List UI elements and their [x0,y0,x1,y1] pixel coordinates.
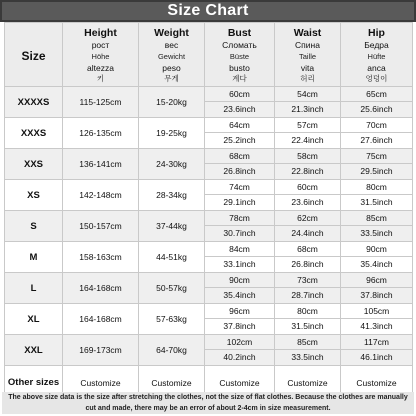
header-ru: Бедра [364,40,389,50]
bust-cell [205,242,275,273]
bust-cm: 90cm [205,273,274,288]
bust-cm: 64cm [205,118,274,133]
hip-cm: 75cm [341,149,412,164]
header-ko: 무게 [164,74,179,83]
size-cell: S [5,211,63,242]
height-cell: 150-157cm [63,211,139,242]
waist-cm: 57cm [275,118,340,133]
bust-inch: 29.1inch [223,197,256,207]
waist-cell [275,211,341,242]
hip-cm: 80cm [341,180,412,195]
header-name: Weight [154,27,189,39]
hip-inch: 27.6inch [360,135,393,145]
waist-inch: 22.8inch [291,166,324,176]
customize-cell: Customize [205,366,275,400]
bust-cm: 60cm [205,87,274,102]
table-row [5,149,413,180]
hip-cell [341,149,413,180]
header-name: Hip [368,27,385,39]
customize-cell: Customize [341,366,413,400]
bust-cm: 84cm [205,242,274,257]
header-it: vita [300,63,315,73]
size-cell: XXL [5,335,63,366]
weight-cell: 24-30kg [139,149,205,180]
weight-cell: 37-44kg [139,211,205,242]
table-row [5,335,413,366]
bust-cm: 96cm [205,304,274,319]
hip-cell [341,118,413,149]
waist-cell [275,304,341,335]
header-ru: Спина [295,40,320,50]
waist-cm: 80cm [275,304,340,319]
customize-cell: Customize [63,366,139,400]
table-row [5,180,413,211]
height-cell: 158-163cm [63,242,139,273]
hip-cm: 90cm [341,242,412,257]
hip-cm: 105cm [341,304,412,319]
header-de: Taille [298,52,317,61]
header-it: peso [162,63,181,73]
waist-inch: 31.5inch [291,321,324,331]
weight-header [139,23,205,87]
weight-cell: 50-57kg [139,273,205,304]
size-header: Size [5,23,63,87]
header-ru: вес [164,40,179,50]
header-de: Hüfte [367,52,386,61]
height-cell: 126-135cm [63,118,139,149]
waist-inch: 22.4inch [291,135,324,145]
waist-cm: 73cm [275,273,340,288]
size-cell: XS [5,180,63,211]
hip-inch: 25.6inch [360,104,393,114]
table-row [5,118,413,149]
waist-cell [275,273,341,304]
waist-cm: 58cm [275,149,340,164]
waist-cm: 68cm [275,242,340,257]
waist-cm: 54cm [275,87,340,102]
hip-inch: 46.1inch [360,352,393,362]
waist-cell [275,118,341,149]
bust-inch: 37.8inch [223,321,256,331]
hip-cell [341,273,413,304]
bust-inch: 23.6inch [223,104,256,114]
height-cell: 142-148cm [63,180,139,211]
hip-header [341,23,413,87]
bust-cell [205,118,275,149]
table-row [5,87,413,118]
weight-cell: 57-63kg [139,304,205,335]
size-cell: L [5,273,63,304]
waist-inch: 21.3inch [291,104,324,114]
height-cell: 169-173cm [63,335,139,366]
bust-cell [205,211,275,242]
size-cell: M [5,242,63,273]
size-note: The above size data is the size after stretching the clothes, not the size of flat clothes. Because the clothes are manually cut and made, there may be an error of about 2-4cm in size measurement. [2,392,414,414]
waist-cell [275,335,341,366]
bust-cell [205,304,275,335]
height-header [63,23,139,87]
hip-inch: 29.5inch [360,166,393,176]
waist-inch: 28.7inch [291,290,324,300]
weight-cell: 44-51kg [139,242,205,273]
header-it: altezza [87,63,114,73]
header-row [5,23,413,87]
weight-cell: 19-25kg [139,118,205,149]
header-de: Höhe [91,52,110,61]
size-cell: XXS [5,149,63,180]
hip-cm: 85cm [341,211,412,226]
hip-cm: 65cm [341,87,412,102]
hip-cell [341,180,413,211]
size-cell: XXXS [5,118,63,149]
size-table [4,22,413,400]
header-name: Bust [227,27,252,39]
weight-cell: 28-34kg [139,180,205,211]
waist-inch: 23.6inch [291,197,324,207]
header-ko: 키 [96,74,105,83]
header-name: Waist [293,27,322,39]
header-de: Büste [229,52,250,61]
height-cell: 164-168cm [63,273,139,304]
waist-cell [275,149,341,180]
bust-inch: 40.2inch [223,352,256,362]
bust-cell [205,273,275,304]
header-it: anca [367,63,386,73]
header-ru: Сломать [222,40,257,50]
bust-inch: 33.1inch [223,259,256,269]
bust-cell [205,87,275,118]
height-cell: 136-141cm [63,149,139,180]
waist-cell [275,242,341,273]
waist-cell [275,87,341,118]
size-cell: XL [5,304,63,335]
bust-inch: 25.2inch [223,135,256,145]
hip-inch: 33.5inch [360,228,393,238]
chart-title: Size Chart [167,2,249,19]
waist-cell [275,180,341,211]
customize-cell: Customize [139,366,205,400]
header-de: Gewicht [157,52,186,61]
hip-cm: 117cm [341,335,412,350]
bust-header [205,23,275,87]
hip-cm: 96cm [341,273,412,288]
bust-cm: 78cm [205,211,274,226]
hip-cm: 70cm [341,118,412,133]
hip-cell [341,242,413,273]
header-ru: рост [91,40,110,50]
waist-header [275,23,341,87]
table-row [5,304,413,335]
header-it: busto [229,63,250,73]
weight-cell: 15-20kg [139,87,205,118]
table-row [5,211,413,242]
hip-cell [341,304,413,335]
height-cell: 164-168cm [63,304,139,335]
bust-inch: 26.8inch [223,166,256,176]
hip-inch: 31.5inch [360,197,393,207]
header-ko: 계다 [232,74,247,83]
hip-inch: 35.4inch [360,259,393,269]
waist-inch: 24.4inch [291,228,324,238]
bust-cm: 68cm [205,149,274,164]
table-row [5,273,413,304]
bust-cm: 102cm [205,335,274,350]
bust-cell [205,180,275,211]
header-ko: 엉덩이 [365,74,388,83]
hip-cell [341,335,413,366]
waist-cm: 85cm [275,335,340,350]
weight-cell: 64-70kg [139,335,205,366]
title-bar [0,0,416,22]
hip-cell [341,211,413,242]
waist-inch: 33.5inch [291,352,324,362]
hip-cell [341,87,413,118]
header-ko: 허리 [300,74,315,83]
bust-inch: 35.4inch [223,290,256,300]
bust-cm: 74cm [205,180,274,195]
size-cell: XXXXS [5,87,63,118]
hip-inch: 41.3inch [360,321,393,331]
waist-cm: 62cm [275,211,340,226]
bust-cell [205,335,275,366]
table-row [5,242,413,273]
hip-inch: 37.8inch [360,290,393,300]
header-name: Height [84,27,117,39]
customize-cell: Customize [275,366,341,400]
waist-cm: 60cm [275,180,340,195]
bust-cell [205,149,275,180]
bust-inch: 30.7inch [223,228,256,238]
other-sizes-label: Other sizes [5,366,63,400]
waist-inch: 26.8inch [291,259,324,269]
height-cell: 115-125cm [63,87,139,118]
